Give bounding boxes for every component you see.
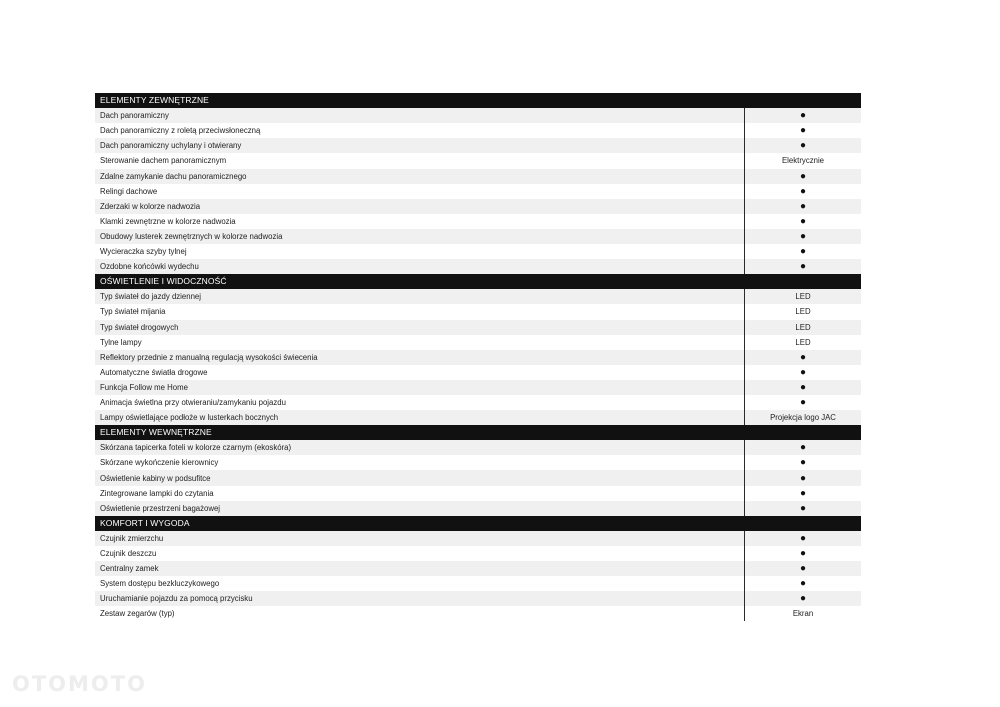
row-label: Oświetlenie przestrzeni bagażowej — [95, 501, 745, 516]
table-row — [95, 470, 861, 485]
watermark-logo: OTOMOTO — [12, 672, 147, 696]
bullet-icon: ● — [799, 261, 807, 273]
row-value: LED — [795, 337, 811, 347]
table-row — [95, 229, 861, 244]
row-label: Reflektory przednie z manualną regulacją wysokości świecenia — [95, 350, 745, 365]
row-label: Dach panoramiczny uchylany i otwierany — [95, 138, 745, 153]
bullet-icon: ● — [799, 502, 807, 514]
bullet-icon: ● — [799, 442, 807, 454]
table-row — [95, 591, 861, 606]
row-label: Czujnik deszczu — [95, 546, 745, 561]
section-header: ELEMENTY WEWNĘTRZNE — [95, 425, 861, 440]
table-row — [95, 184, 861, 199]
table-row — [95, 455, 861, 470]
section-header: ELEMENTY ZEWNĘTRZNE — [95, 93, 861, 108]
row-label: System dostępu bezkluczykowego — [95, 576, 745, 591]
row-value: Projekcja logo JAC — [770, 413, 836, 423]
row-label: Typ świateł mijania — [95, 304, 745, 319]
section-header: KOMFORT I WYGODA — [95, 516, 861, 531]
row-label: Czujnik zmierzchu — [95, 531, 745, 546]
row-value: LED — [795, 292, 811, 302]
table-row — [95, 501, 861, 516]
table-row — [95, 410, 861, 425]
bullet-icon: ● — [799, 215, 807, 227]
row-label: Wycieraczka szyby tylnej — [95, 244, 745, 259]
bullet-icon: ● — [799, 593, 807, 605]
spec-table — [95, 93, 861, 621]
section-header: OŚWIETLENIE I WIDOCZNOŚĆ — [95, 274, 861, 289]
row-value: LED — [795, 307, 811, 317]
bullet-icon: ● — [799, 110, 807, 122]
table-row — [95, 531, 861, 546]
bullet-icon: ● — [799, 366, 807, 378]
row-value: Elektrycznie — [781, 156, 825, 166]
bullet-icon: ● — [799, 397, 807, 409]
row-label: Zderzaki w kolorze nadwozia — [95, 199, 745, 214]
row-label: Typ świateł drogowych — [95, 320, 745, 335]
table-row — [95, 153, 861, 168]
row-label: Lampy oświetlające podłoże w lusterkach bocznych — [95, 410, 745, 425]
row-label: Skórzana tapicerka foteli w kolorze czarnym (ekoskóra) — [95, 440, 745, 455]
bullet-icon: ● — [799, 563, 807, 575]
row-label: Oświetlenie kabiny w podsufitce — [95, 470, 745, 485]
row-label: Ozdobne końcówki wydechu — [95, 259, 745, 274]
table-row — [95, 123, 861, 138]
row-label: Relingi dachowe — [95, 184, 745, 199]
table-row — [95, 546, 861, 561]
table-row — [95, 350, 861, 365]
row-label: Zdalne zamykanie dachu panoramicznego — [95, 169, 745, 184]
row-label: Automatyczne światła drogowe — [95, 365, 745, 380]
table-row — [95, 561, 861, 576]
table-row — [95, 380, 861, 395]
row-label: Animacja świetlna przy otwieraniu/zamykaniu pojazdu — [95, 395, 745, 410]
bullet-icon: ● — [799, 532, 807, 544]
table-row — [95, 244, 861, 259]
bullet-icon: ● — [799, 578, 807, 590]
row-label: Obudowy lusterek zewnętrznych w kolorze nadwozia — [95, 229, 745, 244]
table-row — [95, 606, 861, 621]
bullet-icon: ● — [799, 381, 807, 393]
row-label: Centralny zamek — [95, 561, 745, 576]
table-row — [95, 138, 861, 153]
bullet-icon: ● — [799, 125, 807, 137]
row-label: Klamki zewnętrzne w kolorze nadwozia — [95, 214, 745, 229]
row-label: Funkcja Follow me Home — [95, 380, 745, 395]
table-row — [95, 320, 861, 335]
bullet-icon: ● — [799, 246, 807, 258]
table-row — [95, 304, 861, 319]
table-row — [95, 576, 861, 591]
row-label: Skórzane wykończenie kierownicy — [95, 455, 745, 470]
row-label: Sterowanie dachem panoramicznym — [95, 153, 745, 168]
table-row — [95, 199, 861, 214]
bullet-icon: ● — [799, 472, 807, 484]
table-row — [95, 395, 861, 410]
table-row — [95, 486, 861, 501]
bullet-icon: ● — [799, 457, 807, 469]
bullet-icon: ● — [799, 548, 807, 560]
table-row — [95, 335, 861, 350]
row-value: LED — [795, 322, 811, 332]
row-label: Typ świateł do jazdy dziennej — [95, 289, 745, 304]
row-label: Zestaw zegarów (typ) — [95, 606, 745, 621]
bullet-icon: ● — [799, 487, 807, 499]
bullet-icon: ● — [799, 185, 807, 197]
bullet-icon: ● — [799, 230, 807, 242]
table-row — [95, 214, 861, 229]
bullet-icon: ● — [799, 170, 807, 182]
row-value: Ekran — [792, 609, 814, 619]
row-label: Dach panoramiczny — [95, 108, 745, 123]
table-row — [95, 169, 861, 184]
table-row — [95, 108, 861, 123]
row-label: Dach panoramiczny z roletą przeciwsłoneczną — [95, 123, 745, 138]
row-label: Uruchamianie pojazdu za pomocą przycisku — [95, 591, 745, 606]
bullet-icon: ● — [799, 351, 807, 363]
row-label: Tylne lampy — [95, 335, 745, 350]
row-label: Zintegrowane lampki do czytania — [95, 486, 745, 501]
table-row — [95, 440, 861, 455]
bullet-icon: ● — [799, 140, 807, 152]
bullet-icon: ● — [799, 200, 807, 212]
table-row — [95, 289, 861, 304]
table-row — [95, 259, 861, 274]
table-row — [95, 365, 861, 380]
